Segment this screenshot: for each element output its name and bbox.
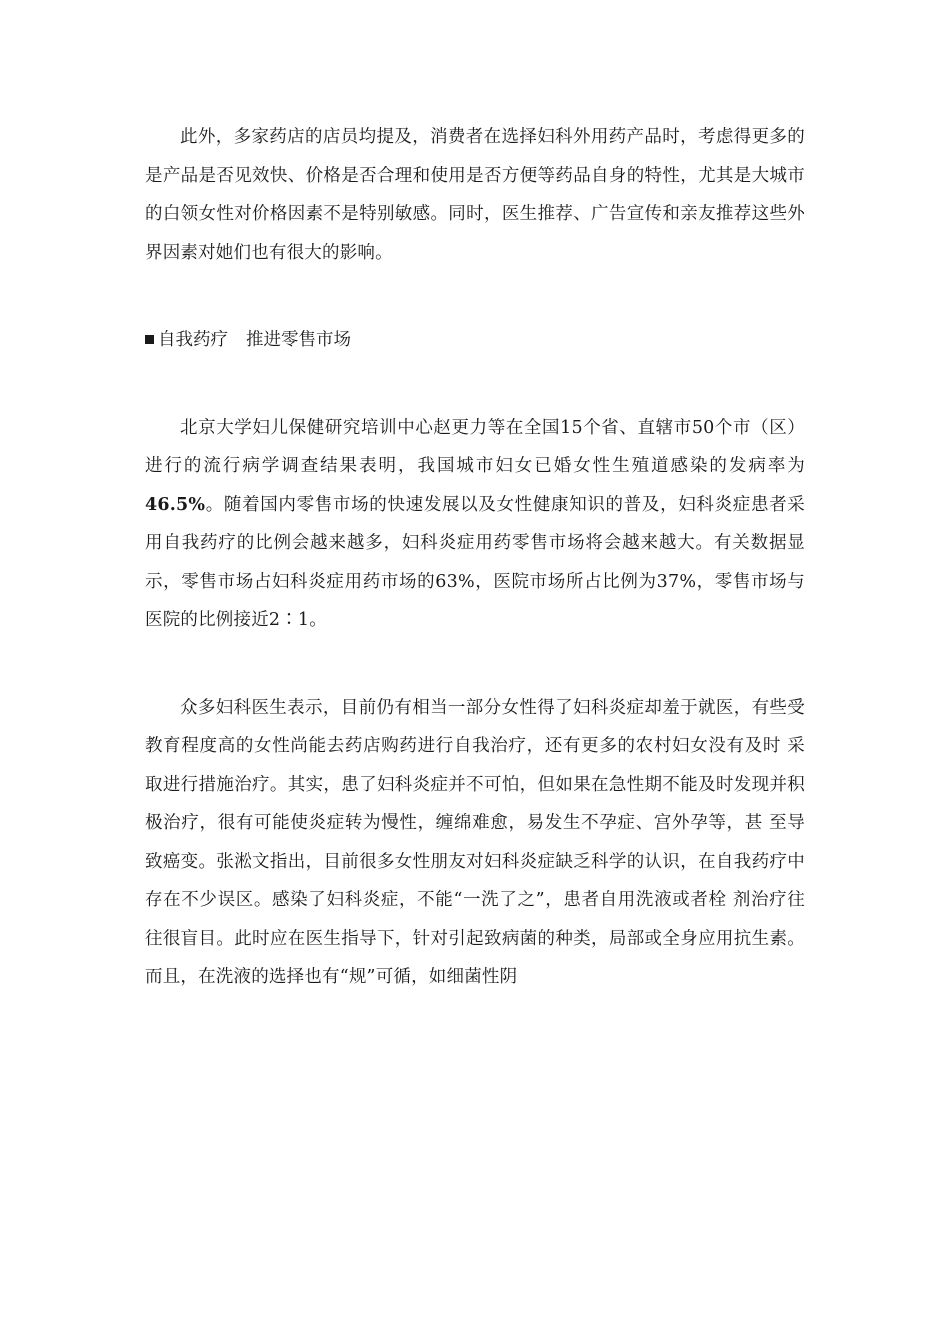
survey-text-before: 北京大学妇儿保健研究培训中心赵更力等在全国15个省、直辖市50个市（区）进行的流行病学调查结果表明，我国城市妇女已婚女性生殖道感染的发病率为 [145, 417, 805, 476]
paragraph-consumer-factors: 此外，多家药店的店员均提及，消费者在选择妇科外用药产品时，考虑得更多的是产品是否见效快、价格是否合理和使用是否方便等药品自身的特性，尤其是大城市的白领女性对价格因素不是特别敏感。同时，医生推荐、广告宣传和亲友推荐这些外界因素对她们也有很大的影响。 [145, 127, 805, 263]
square-bullet-icon [145, 335, 154, 344]
survey-text-after: 。随着国内零售市场的快速发展以及女性健康知识的普及，妇科炎症患者采用自我药疗的比例会越来越多，妇科炎症用药零售市场将会越来越大。有关数据显示，零售市场占妇科炎症用药市场的63%，医院市场所占比例为37%，零售市场与医院的比例接近2∶1。 [145, 494, 805, 630]
paragraph-doctor-advice: 众多妇科医生表示，目前仍有相当一部分女性得了妇科炎症却羞于就医，有些受教育程度高的女性尚能去药店购药进行自我治疗，还有更多的农村妇女没有及时 采取进行措施治疗。其实，患了妇科炎症并不可怕，但如果在急性期不能及时发现并积极治疗，很有可能使炎症转为慢性，缠绵难愈，易发生不孕症、宫外孕等，甚 至导致癌变。张淞文指出，目前很多女性朋友对妇科炎症缺乏科学的认识，在自我药疗中存在不少误区。感染了妇科炎症，不能“一洗了之”，患者自用洗液或者栓 剂治疗往往很盲目。此时应在医生指导下，针对引起致病菌的种类，局部或全身应用抗生素。而且，在洗液的选择也有“规”可循，如细菌性阴 [145, 697, 805, 987]
document-page [145, 118, 805, 997]
paragraph-spacer [145, 640, 805, 689]
section-heading [145, 321, 805, 360]
section-heading-part1: 自我药疗 [158, 330, 228, 350]
section-heading-part2: 推进零售市场 [246, 330, 351, 350]
paragraph-spacer [145, 272, 805, 321]
paragraph-spacer [145, 360, 805, 409]
infection-rate-value: 46.5% [145, 494, 206, 515]
paragraph-survey-results [145, 409, 805, 640]
